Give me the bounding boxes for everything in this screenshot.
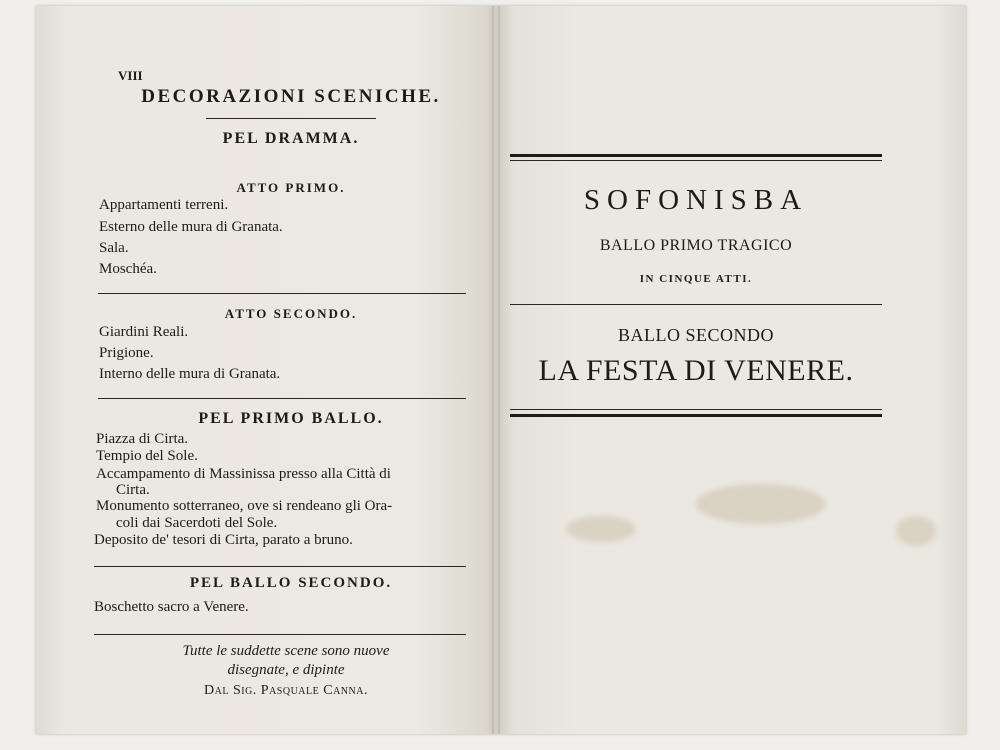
list-item: Moschéa. [99,261,157,277]
middle-rule [510,304,882,305]
list-item: Esterno delle mura di Granata. [99,219,283,235]
ballet-subtitle: BALLO PRIMO TRAGICO [599,237,793,254]
list-item: Sala. [99,240,129,256]
section-divider [94,634,466,635]
footer-line: disegnate, e dipinte [227,662,345,678]
list-item: Piazza di Cirta. [96,431,189,447]
page-title: DECORAZIONI SCENICHE. [141,86,441,107]
top-double-rule [510,154,882,157]
footer-line: Tutte le suddette scene sono nuove [182,643,390,659]
paper-stain [566,516,636,542]
section-divider [98,398,466,399]
list-item: coli dai Sacerdoti del Sole. [116,515,278,531]
bottom-double-rule-thin [510,409,882,410]
list-item: Boschetto sacro a Venere. [94,599,249,615]
book-gutter [492,6,500,734]
list-item: Monumento sotterraneo, ove si rendeano gli Ora- [96,498,393,514]
section-heading-ballo-secondo: PEL BALLO SECONDO. [189,575,393,591]
section-heading-primo-ballo: PEL PRIMO BALLO. [198,410,384,427]
ballet-acts: IN CINQUE ATTI. [639,273,753,285]
bottom-double-rule [510,414,882,417]
footer-credit: Dal Sig. Pasquale Canna. [204,683,368,698]
title-rule [206,118,376,119]
list-item: Accampamento di Massinissa presso alla Città di [96,466,391,482]
subsection-heading-atto-primo: ATTO PRIMO. [236,180,346,195]
list-item: Deposito de' tesori di Cirta, parato a bruno. [94,532,353,548]
list-item: Interno delle mura di Granata. [99,366,281,382]
list-item: Prigione. [99,345,154,361]
list-item: Cirta. [116,482,150,498]
ballet-title: SOFONISBA [583,184,809,216]
list-item: Appartamenti terreni. [99,197,229,213]
right-page [496,6,966,734]
section-divider [98,293,466,294]
paper-stain [896,516,936,546]
list-item: Giardini Reali. [99,324,189,340]
open-book [36,6,966,734]
second-ballet-label: BALLO SECONDO [617,325,774,345]
page-number: VIII [118,68,143,83]
subsection-heading-atto-secondo: ATTO SECONDO. [224,306,358,321]
section-divider [94,566,466,567]
list-item: Tempio del Sole. [96,448,198,464]
second-ballet-title: LA FESTA DI VENERE. [538,354,854,387]
top-double-rule-thin [510,160,882,161]
left-page [36,6,496,734]
paper-stain [696,484,826,524]
section-heading-dramma: PEL DRAMMA. [222,130,360,147]
